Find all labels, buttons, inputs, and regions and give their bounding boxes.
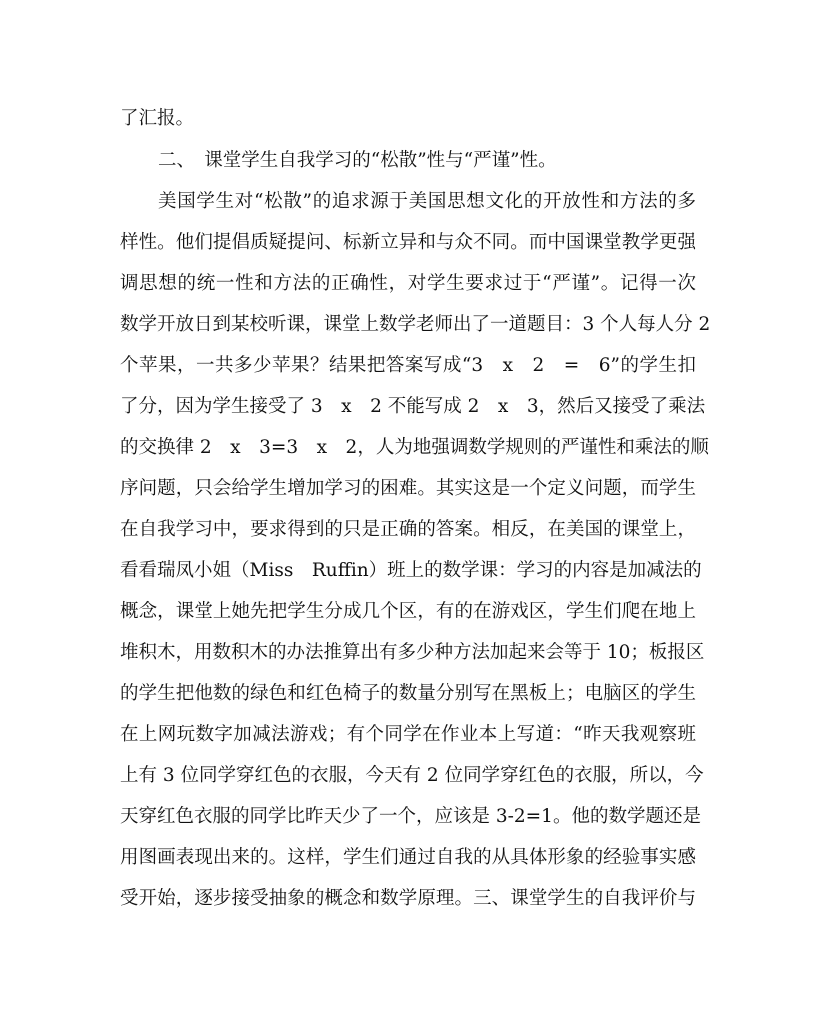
text-line-13: 概念，课堂上她先把学生分成几个区，有的在游戏区，学生们爬在地上 [120,601,696,622]
text-line-15: 的学生把他数的绿色和红色椅子的数量分别写在黑板上；电脑区的学生 [120,683,696,704]
text-line-9: 的交换律 2 x 3=3 x 2，人为地强调数学规则的严谨性和乘法的顺 [120,437,709,458]
text-line-3: 美国学生对“松散”的追求源于美国思想文化的开放性和方法的多 [158,191,696,212]
text-line-1: 了汇报。 [120,108,195,129]
text-line-4: 样性。他们提倡质疑提问、标新立异和与众不同。而中国课堂教学更强 [120,232,696,253]
section-heading: 二、 课堂学生自我学习的“松散”性与“严谨”性。 [158,150,557,171]
text-line-17: 上有 3 位同学穿红色的衣服，今天有 2 位同学穿红色的衣服，所以，今 [120,765,704,786]
text-line-5: 调思想的统一性和方法的正确性，对学生要求过于“严谨”。记得一次 [120,273,696,294]
text-line-19: 用图画表现出来的。这样，学生们通过自我的从具体形象的经验事实感 [120,847,696,868]
text-line-11: 在自我学习中，要求得到的只是正确的答案。相反，在美国的课堂上， [120,519,696,540]
text-line-8: 了分，因为学生接受了 3 x 2 不能写成 2 x 3，然后又接受了乘法 [120,396,706,417]
text-line-14: 堆积木，用数积木的办法推算出有多少种方法加起来会等于 10；板报区 [120,642,705,663]
text-line-6: 数学开放日到某校听课，课堂上数学老师出了一道题目：3 个人每人分 2 [120,314,711,335]
text-line-7: 个苹果，一共多少苹果？结果把答案写成“3 x 2 = 6”的学生扣 [120,355,696,376]
text-line-10: 序问题，只会给学生增加学习的困难。其实这是一个定义问题，而学生 [120,478,696,499]
text-line-16: 在上网玩数字加减法游戏；有个同学在作业本上写道：“昨天我观察班 [120,724,696,745]
text-line-20: 受开始，逐步接受抽象的概念和数学原理。三、课堂学生的自我评价与 [120,888,696,909]
text-line-18: 天穿红色衣服的同学比昨天少了一个，应该是 3-2=1。他的数学题还是 [120,806,701,827]
text-line-12: 看看瑞凤小姐（Miss Ruffin）班上的数学课：学习的内容是加减法的 [120,560,702,581]
